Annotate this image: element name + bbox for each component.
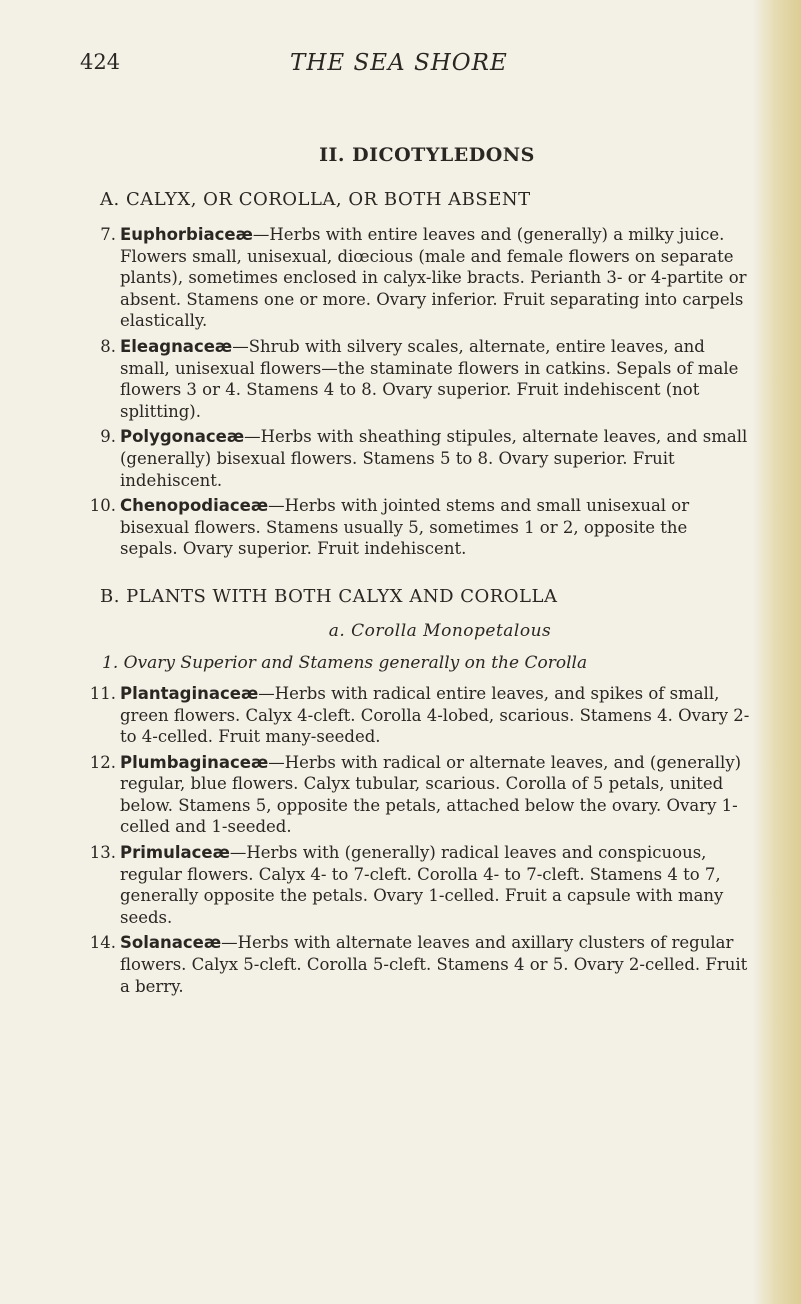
entry-number: 9. [100, 427, 116, 447]
entry-euphorbiaceae [80, 224, 750, 332]
family-name: Primulaceæ [120, 843, 230, 863]
entry-number: 13. [89, 843, 116, 863]
subsection-b-title: B. PLANTS WITH BOTH CALYX AND COROLLA [100, 585, 558, 607]
section-title: II. DICOTYLEDONS [319, 144, 535, 166]
entry-solanaceae [80, 932, 750, 997]
entry-description: —Herbs with entire leaves and (generally) a milky juice. Flowers small, unisexual, diœcious (male and female flowers on separate plants), sometimes enclosed in calyx-like bracts. Perianth 3- or 4-partite or absent. Stamens one or more. Ovary inferior. Fruit separating into carpels elastically. [120, 225, 747, 331]
page-number: 424 [80, 50, 121, 74]
entry-primulaceae [80, 842, 750, 928]
family-name: Euphorbiaceæ [120, 225, 253, 244]
page-header [80, 50, 740, 86]
entry-number: 7. [100, 225, 116, 244]
entry-description: —Herbs with radical or alternate leaves, and (generally) regular, blue flowers. Calyx tubular, scarious. Corolla of 5 petals, united below. Stamens 5, opposite the petals, attached below the ovary. Ovary 1-celled and 1-seeded. [120, 752, 742, 837]
subgroup-1-title: 1. Ovary Superior and Stamens generally on the Corolla [102, 652, 588, 673]
entry-polygonaceae [80, 426, 750, 491]
entry-description: —Herbs with radical entire leaves, and spikes of small, green flowers. Calyx 4-cleft. Corolla 4-lobed, scarious. Stamens 4. Ovary 2- to 4-celled. Fruit many-seeded. [120, 683, 750, 747]
entry-number: 8. [100, 336, 116, 356]
entry-chenopodiaceae [80, 495, 750, 560]
group-a-title: a. Corolla Monopetalous [328, 620, 552, 641]
entry-description: —Herbs with (generally) radical leaves and conspicuous, regular flowers. Calyx 4- to 7-cleft. Corolla 4- to 7-cleft. Stamens 4 to 7, generally opposite the petals. Ovary 1-celled. Fruit a capsule with many seeds. [120, 843, 724, 927]
entry-description: —Herbs with sheathing stipules, alternate leaves, and small (generally) bisexual flowers. Stamens 5 to 8. Ovary superior. Fruit indehiscent. [120, 427, 748, 490]
entry-description: —Herbs with alternate leaves and axillary clusters of regular flowers. Calyx 5-cleft. Corolla 5-cleft. Stamens 4 or 5. Ovary 2-celled. Fruit a berry. [120, 933, 748, 996]
entry-description: —Herbs with jointed stems and small unisexual or bisexual flowers. Stamens usually 5, sometimes 1 or 2, opposite the sepals. Ovary superior. Fruit indehiscent. [120, 496, 690, 559]
entry-eleagnaceae [80, 336, 750, 422]
page-edge-shading [753, 0, 801, 1304]
page-content [80, 144, 750, 1001]
family-name: Plantaginaceæ [120, 683, 259, 703]
entry-number: 14. [89, 933, 116, 953]
entry-number: 11. [89, 683, 116, 703]
running-title: THE SEA SHORE [290, 50, 508, 76]
subsection-a-title: A. CALYX, OR COROLLA, OR BOTH ABSENT [100, 189, 531, 210]
entry-number: 10. [89, 496, 116, 516]
family-name: Plumbaginaceæ [120, 752, 269, 772]
entry-plantaginaceae [80, 683, 750, 748]
family-name: Solanaceæ [120, 933, 222, 953]
family-name: Polygonaceæ [120, 427, 245, 447]
family-name: Chenopodiaceæ [120, 496, 269, 516]
entry-plumbaginaceae [80, 752, 750, 838]
entry-description: —Shrub with silvery scales, alternate, entire leaves, and small, unisexual flowers—the staminate flowers in catkins. Sepals of male flowers 3 or 4. Stamens 4 to 8. Ovary superior. Fruit indehiscent (not splitting). [120, 336, 739, 421]
family-name: Eleagnaceæ [120, 336, 233, 356]
entry-number: 12. [89, 752, 116, 772]
